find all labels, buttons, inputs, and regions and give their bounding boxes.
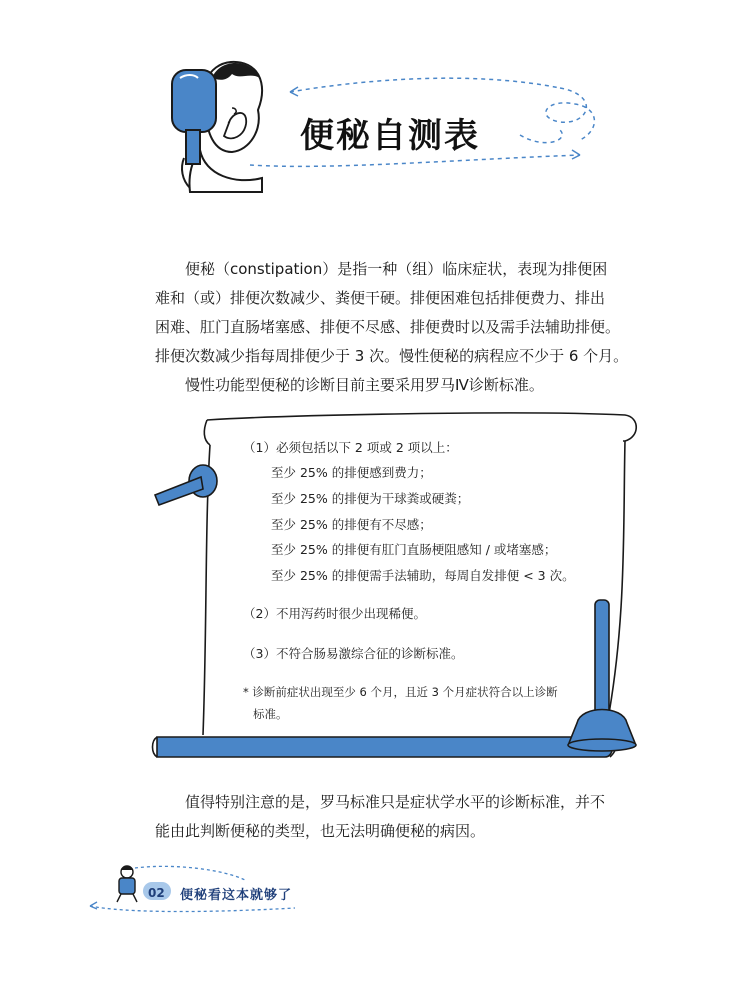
intro-paragraph xyxy=(155,255,639,400)
footnote: * 诊断前症状出现至少 6 个月，且近 3 个月症状符合以上诊断 xyxy=(243,685,558,699)
note-line: 值得特别注意的是，罗马标准只是症状学水平的诊断标准，并不 xyxy=(155,793,606,811)
criterion-1-sub: 至少 25% 的排便需手法辅助，每周自发排便 < 3 次。 xyxy=(271,568,575,583)
scroll-frame xyxy=(145,405,645,775)
criterion-1-sub: 至少 25% 的排便有肛门直肠梗阻感知 / 或堵塞感； xyxy=(271,542,557,557)
book-title: 便秘看这本就够了 xyxy=(180,888,293,903)
criterion-1-sub: 至少 25% 的排便有不尽感； xyxy=(271,517,432,532)
criterion-1-sub: 至少 25% 的排便感到费力； xyxy=(271,465,432,480)
criterion-1-sub: 至少 25% 的排便为干球粪或硬粪； xyxy=(271,491,470,506)
intro-line: 慢性功能型便秘的诊断目前主要采用罗马Ⅳ诊断标准。 xyxy=(155,376,544,394)
note-line: 能由此判断便秘的类型，也无法明确便秘的病因。 xyxy=(155,822,486,840)
intro-line: 排便次数减少指每周排便少于 3 次。慢性便秘的病程应不少于 6 个月。 xyxy=(155,347,629,365)
criterion-1: （1）必须包括以下 2 项或 2 项以上： xyxy=(243,440,458,455)
man-with-mirror-illustration xyxy=(172,62,262,192)
criterion-3: （3）不符合肠易激综合征的诊断标准。 xyxy=(243,646,464,661)
scroll-illustration xyxy=(145,405,645,775)
note-paragraph xyxy=(155,788,639,846)
footnote-cont: 标准。 xyxy=(253,707,288,721)
criterion-2: （2）不用泻药时很少出现稀便。 xyxy=(243,606,426,621)
intro-line: 难和（或）排便次数减少、粪便干硬。排便困难包括排便费力、排出 xyxy=(155,289,606,307)
intro-line: 便秘（constipation）是指一种（组）临床症状，表现为排便困 xyxy=(155,260,608,278)
page-number: 02 xyxy=(148,886,165,900)
plunger-illustration xyxy=(568,600,636,751)
page-title: 便秘自测表 xyxy=(300,116,480,156)
intro-line: 困难、肛门直肠堵塞感、排便不尽感、排便费时以及需手法辅助排便。 xyxy=(155,318,621,336)
